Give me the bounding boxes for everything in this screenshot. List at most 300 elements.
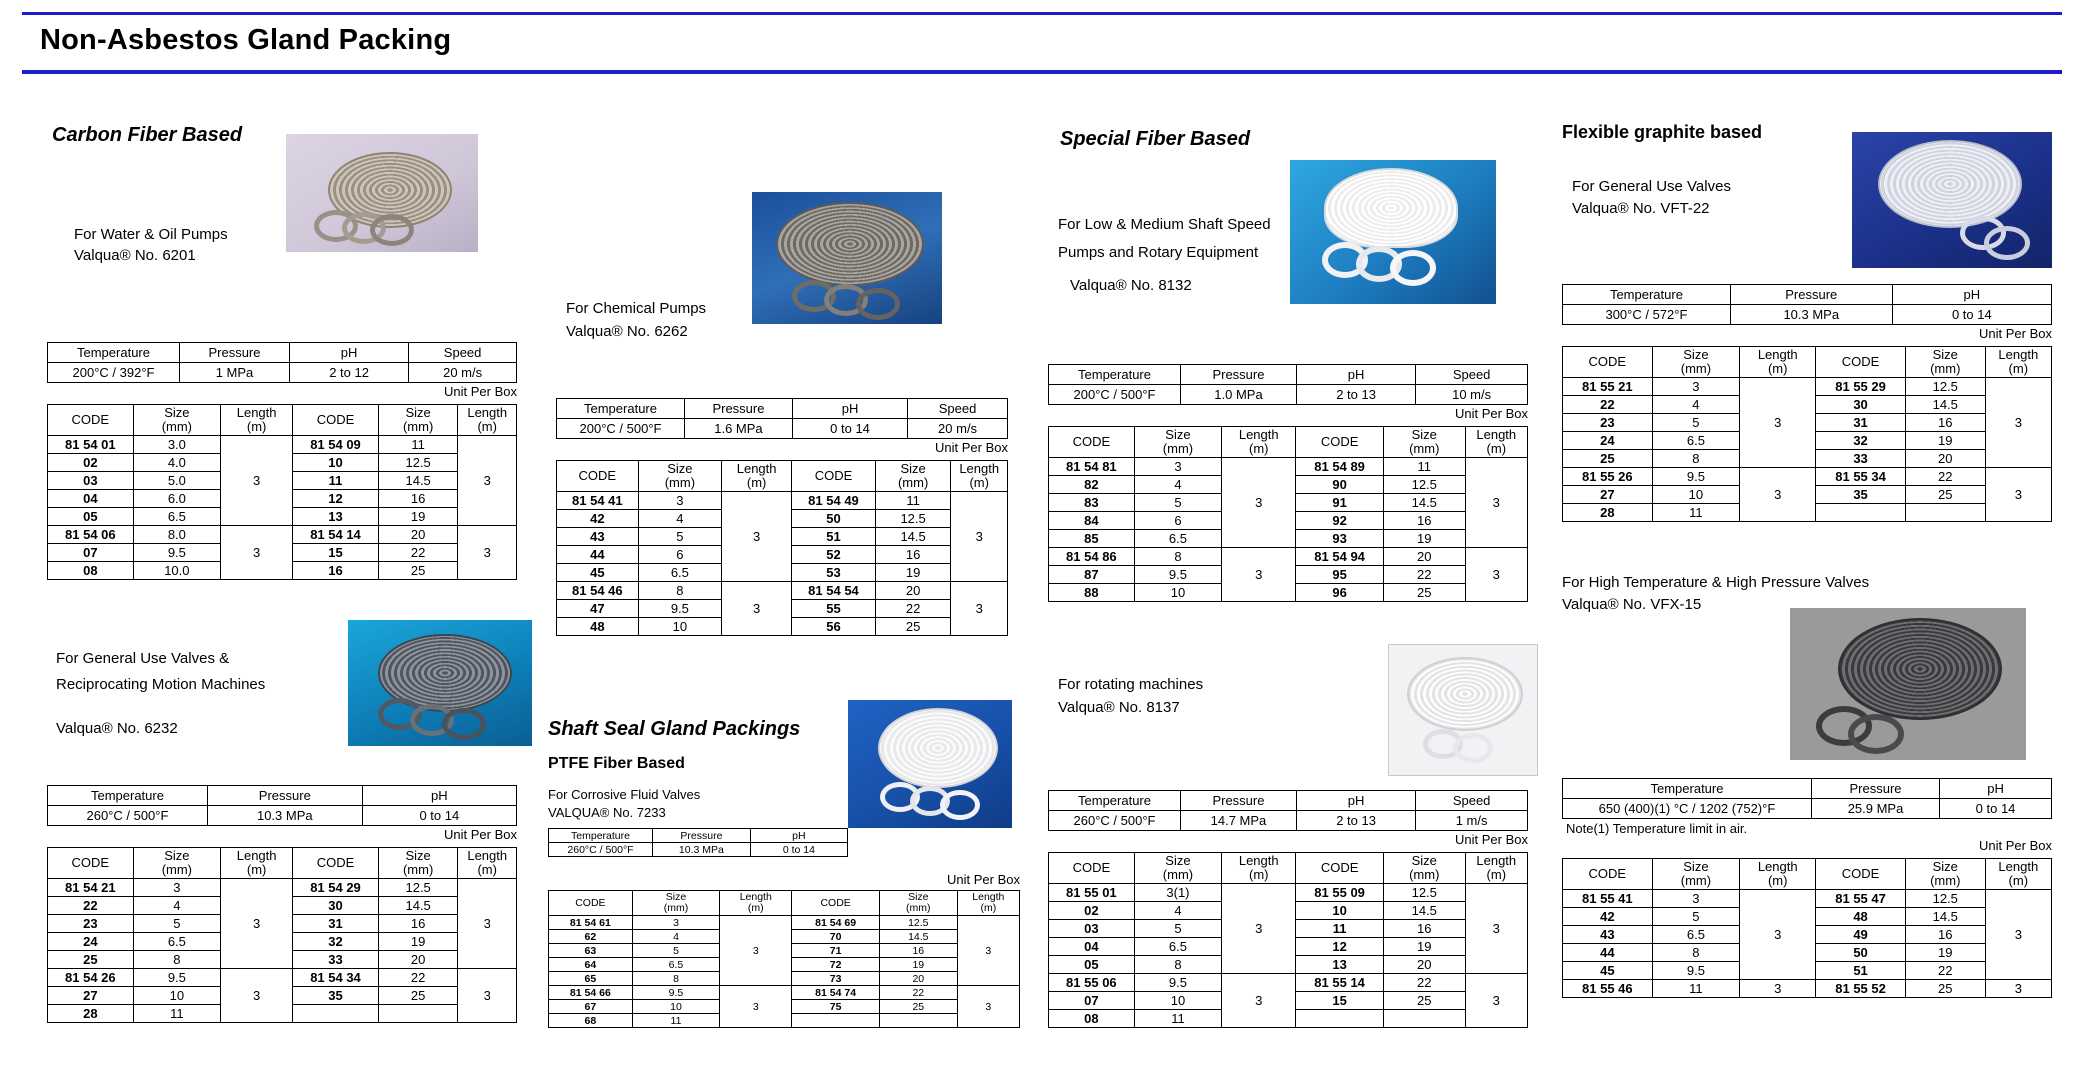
cell-code2: 33 — [293, 951, 379, 969]
th-length: Length (m) — [1740, 859, 1816, 890]
cell-size: 3(1) — [1134, 884, 1221, 902]
cell-length: 3 — [1222, 458, 1296, 548]
th-speed: Speed — [1416, 791, 1528, 811]
cell-size: 10 — [133, 987, 220, 1005]
cell-size2: 16 — [875, 546, 951, 564]
cell-size2: 25 — [1383, 992, 1465, 1010]
th-pressure: Pressure — [207, 786, 362, 806]
cell-code: 42 — [1563, 908, 1653, 926]
th-code-2: CODE — [293, 848, 379, 879]
cell-size: 9.5 — [632, 986, 720, 1000]
cell-code: 81 54 26 — [48, 969, 134, 987]
cell-code2: 90 — [1296, 476, 1384, 494]
cell-length: 3 — [1740, 468, 1816, 522]
th-code-2: CODE — [1816, 347, 1906, 378]
cell-code2: 71 — [792, 944, 880, 958]
page-title: Non-Asbestos Gland Packing — [40, 24, 452, 56]
cell-size2: 22 — [1905, 468, 1985, 486]
cell-code2: 91 — [1296, 494, 1384, 512]
cell-code2: 81 55 29 — [1816, 378, 1906, 396]
cell-length: 3 — [1740, 980, 1816, 998]
cell-code2: 31 — [293, 915, 379, 933]
code-table-7233 — [548, 890, 1020, 1028]
cell-size2: 16 — [1383, 920, 1465, 938]
cell-code: 43 — [557, 528, 639, 546]
table-row — [48, 526, 517, 544]
cell-code2: 93 — [1296, 530, 1384, 548]
cell-code: 24 — [1563, 432, 1653, 450]
cell-code2: 33 — [1816, 450, 1906, 468]
cell-size: 6.5 — [133, 933, 220, 951]
cell-code2: 12 — [293, 490, 379, 508]
cell-code2 — [293, 1005, 379, 1023]
props-table-8137 — [1048, 790, 1528, 831]
cell-length2: 3 — [1465, 458, 1527, 548]
unit-per-box-6262: Unit Per Box — [935, 440, 1008, 455]
code-table-6201 — [47, 404, 517, 580]
val-ph: 2 to 13 — [1296, 811, 1415, 831]
cell-size: 6.5 — [1652, 926, 1740, 944]
cell-size2: 19 — [1905, 944, 1985, 962]
cell-size: 5 — [1134, 494, 1221, 512]
cell-size2: 20 — [875, 582, 951, 600]
th-size-2: Size (mm) — [1905, 347, 1985, 378]
cell-size2: 22 — [879, 986, 957, 1000]
caption-8132-line2: Pumps and Rotary Equipment — [1058, 244, 1259, 261]
cell-code2: 70 — [792, 930, 880, 944]
th-length: Length (m) — [722, 461, 792, 492]
th-temperature: Temperature — [48, 786, 208, 806]
cell-size: 8 — [1134, 956, 1221, 974]
caption-6262-line2: Valqua® No. 6262 — [566, 323, 688, 340]
cell-size: 3.0 — [133, 436, 220, 454]
val-temperature: 200°C / 500°F — [1049, 385, 1181, 405]
cell-code: 81 55 06 — [1049, 974, 1135, 992]
th-ph: pH — [750, 829, 847, 843]
cell-code: 81 54 01 — [48, 436, 134, 454]
cell-code: 04 — [48, 490, 134, 508]
cell-code2: 81 54 29 — [293, 879, 379, 897]
cell-size: 6.5 — [1652, 432, 1740, 450]
caption-vfx15-line2: Valqua® No. VFX-15 — [1562, 596, 1702, 613]
cell-size2 — [1383, 1010, 1465, 1028]
th-code-2: CODE — [792, 461, 876, 492]
cell-code: 44 — [1563, 944, 1653, 962]
cell-size2: 25 — [1383, 584, 1465, 602]
cell-code: 03 — [1049, 920, 1135, 938]
cell-length: 3 — [221, 526, 293, 580]
cell-code2: 48 — [1816, 908, 1906, 926]
cell-size2: 14.5 — [1383, 494, 1465, 512]
caption-vft22-line1: For General Use Valves — [1572, 178, 1731, 195]
val-speed: 1 m/s — [1416, 811, 1528, 831]
cell-code2: 92 — [1296, 512, 1384, 530]
cell-size2: 19 — [879, 958, 957, 972]
val-ph: 0 to 14 — [1892, 305, 2051, 325]
cell-size2: 20 — [1383, 956, 1465, 974]
cell-size2: 16 — [879, 944, 957, 958]
cell-size2: 12.5 — [1383, 476, 1465, 494]
th-temperature: Temperature — [557, 399, 685, 419]
cell-size: 6.5 — [1134, 938, 1221, 956]
cell-code2 — [1816, 504, 1906, 522]
cell-code2: 10 — [1296, 902, 1384, 920]
cell-code: 47 — [557, 600, 639, 618]
cell-code2: 13 — [293, 508, 379, 526]
val-ph: 0 to 14 — [362, 806, 516, 826]
code-table-vfx15 — [1562, 858, 2052, 998]
cell-size2: 25 — [875, 618, 951, 636]
props-table-8132 — [1048, 364, 1528, 405]
cell-code: 81 54 66 — [549, 986, 633, 1000]
cell-code: 81 55 26 — [1563, 468, 1653, 486]
cell-size: 3 — [1134, 458, 1221, 476]
cell-code2: 32 — [1816, 432, 1906, 450]
th-size-2: Size (mm) — [1383, 853, 1465, 884]
cell-code2 — [792, 1014, 880, 1028]
table-row — [48, 969, 517, 987]
cell-code: 08 — [48, 562, 134, 580]
cell-size: 8 — [133, 951, 220, 969]
cell-size2: 12.5 — [875, 510, 951, 528]
cell-size2: 22 — [1383, 566, 1465, 584]
val-temperature: 200°C / 392°F — [48, 363, 180, 383]
table-row — [48, 436, 517, 454]
cell-code: 64 — [549, 958, 633, 972]
caption-8137-line2: Valqua® No. 8137 — [1058, 699, 1180, 716]
unit-per-box-6201: Unit Per Box — [444, 384, 517, 399]
th-speed: Speed — [409, 343, 517, 363]
val-speed: 20 m/s — [908, 419, 1008, 439]
th-code: CODE — [557, 461, 639, 492]
header-rule-bottom — [22, 70, 2062, 74]
val-temperature: 260°C / 500°F — [48, 806, 208, 826]
cell-code2: 81 55 34 — [1816, 468, 1906, 486]
val-pressure: 25.9 MPa — [1811, 799, 1939, 819]
cell-code2: 81 55 14 — [1296, 974, 1384, 992]
cell-length: 3 — [722, 582, 792, 636]
cell-code: 02 — [48, 454, 134, 472]
cell-size2: 12.5 — [1383, 884, 1465, 902]
cell-size: 3 — [1652, 890, 1740, 908]
cell-size2: 20 — [378, 951, 458, 969]
caption-8137-line1: For rotating machines — [1058, 676, 1204, 693]
th-code: CODE — [1049, 853, 1135, 884]
cell-code2: 81 54 69 — [792, 916, 880, 930]
cell-size2: 19 — [1383, 530, 1465, 548]
cell-size: 6 — [638, 546, 721, 564]
cell-code2: 95 — [1296, 566, 1384, 584]
th-length: Length (m) — [1222, 427, 1296, 458]
cell-code: 81 54 21 — [48, 879, 134, 897]
val-ph: 0 to 14 — [750, 843, 847, 857]
product-photo-6232 — [348, 620, 532, 746]
cell-size2: 22 — [378, 544, 458, 562]
cell-size: 11 — [133, 1005, 220, 1023]
th-length-2: Length (m) — [1985, 859, 2051, 890]
props-table-6232 — [47, 785, 517, 826]
cell-length2: 3 — [458, 436, 517, 526]
table-row — [549, 986, 1020, 1000]
cell-size: 4 — [638, 510, 721, 528]
cell-code: 08 — [1049, 1010, 1135, 1028]
cell-size2: 20 — [378, 526, 458, 544]
cell-size2: 19 — [378, 933, 458, 951]
th-size-2: Size (mm) — [1383, 427, 1465, 458]
cell-size: 8 — [638, 582, 721, 600]
cell-code: 81 54 46 — [557, 582, 639, 600]
th-length: Length (m) — [720, 891, 792, 916]
cell-size2: 14.5 — [378, 472, 458, 490]
cell-length: 3 — [1222, 884, 1296, 974]
unit-per-box-8137: Unit Per Box — [1455, 832, 1528, 847]
cell-size: 5 — [1652, 908, 1740, 926]
th-temperature: Temperature — [48, 343, 180, 363]
th-ph: pH — [362, 786, 516, 806]
cell-code: 81 54 61 — [549, 916, 633, 930]
cell-size: 8 — [1652, 450, 1740, 468]
cell-size2: 22 — [378, 969, 458, 987]
th-code: CODE — [1049, 427, 1135, 458]
th-ph: pH — [1940, 779, 2052, 799]
th-code: CODE — [1563, 859, 1653, 890]
cell-size: 8 — [1652, 944, 1740, 962]
val-pressure: 1.6 MPa — [684, 419, 792, 439]
cell-length2: 3 — [458, 526, 517, 580]
th-code: CODE — [48, 405, 134, 436]
cell-code: 04 — [1049, 938, 1135, 956]
cell-code: 63 — [549, 944, 633, 958]
cell-code2: 81 54 94 — [1296, 548, 1384, 566]
table-row — [1049, 974, 1528, 992]
props-table-6201 — [47, 342, 517, 383]
cell-code2: 53 — [792, 564, 876, 582]
cell-size2: 16 — [1905, 414, 1985, 432]
cell-code2: 30 — [293, 897, 379, 915]
cell-size2: 14.5 — [378, 897, 458, 915]
unit-per-box-7233: Unit Per Box — [947, 872, 1020, 887]
cell-size: 10 — [1134, 992, 1221, 1010]
caption-6232-line2: Reciprocating Motion Machines — [56, 676, 266, 693]
cell-code2: 81 55 47 — [1816, 890, 1906, 908]
cell-length: 3 — [221, 969, 293, 1023]
cell-size: 6.5 — [632, 958, 720, 972]
cell-code: 45 — [1563, 962, 1653, 980]
val-pressure: 10.3 MPa — [1730, 305, 1892, 325]
th-pressure: Pressure — [1181, 791, 1297, 811]
cell-code2: 50 — [1816, 944, 1906, 962]
val-temperature: 300°C / 572°F — [1563, 305, 1731, 325]
cell-length2: 3 — [951, 582, 1008, 636]
cell-length: 3 — [1740, 378, 1816, 468]
cell-size: 6.5 — [1134, 530, 1221, 548]
cell-size2: 12.5 — [879, 916, 957, 930]
cell-size: 8 — [1134, 548, 1221, 566]
th-size: Size (mm) — [632, 891, 720, 916]
cell-length2: 3 — [1985, 468, 2051, 522]
cell-code2: 12 — [1296, 938, 1384, 956]
cell-size2: 16 — [1905, 926, 1985, 944]
cell-size: 5 — [638, 528, 721, 546]
cell-size2: 14.5 — [1905, 396, 1985, 414]
cell-code: 43 — [1563, 926, 1653, 944]
cell-size: 6 — [1134, 512, 1221, 530]
cell-length: 3 — [1740, 890, 1816, 980]
cell-code: 81 55 01 — [1049, 884, 1135, 902]
cell-code2: 31 — [1816, 414, 1906, 432]
section-title-special: Special Fiber Based — [1060, 128, 1251, 150]
table-row — [549, 916, 1020, 930]
product-photo-6201 — [286, 134, 478, 252]
th-length: Length (m) — [1740, 347, 1816, 378]
table-row — [557, 492, 1008, 510]
cell-code2 — [1296, 1010, 1384, 1028]
table-row — [557, 582, 1008, 600]
th-code-2: CODE — [1816, 859, 1906, 890]
cell-size2: 20 — [1905, 450, 1985, 468]
val-pressure: 10.3 MPa — [653, 843, 751, 857]
section-title-shaft: Shaft Seal Gland Packings — [548, 718, 801, 740]
caption-6232-line1: For General Use Valves & — [56, 650, 230, 667]
th-size: Size (mm) — [1652, 859, 1740, 890]
cell-size2: 19 — [1905, 432, 1985, 450]
note-vfx15: Note(1) Temperature limit in air. — [1566, 821, 1748, 836]
cell-size2: 12.5 — [1905, 378, 1985, 396]
cell-size: 5 — [1134, 920, 1221, 938]
code-table-8132 — [1048, 426, 1528, 602]
caption-vft22-line2: Valqua® No. VFT-22 — [1572, 200, 1710, 217]
cell-code: 81 54 81 — [1049, 458, 1135, 476]
product-photo-vft22 — [1852, 132, 2052, 268]
unit-per-box-vfx15: Unit Per Box — [1979, 838, 2052, 853]
th-code: CODE — [48, 848, 134, 879]
th-length-2: Length (m) — [1465, 853, 1527, 884]
th-speed: Speed — [908, 399, 1008, 419]
cell-size: 10 — [1652, 486, 1740, 504]
cell-code: 27 — [48, 987, 134, 1005]
cell-size2: 12.5 — [1905, 890, 1985, 908]
cell-length2: 3 — [957, 916, 1019, 986]
th-size: Size (mm) — [1134, 427, 1221, 458]
cell-length2: 3 — [1465, 548, 1527, 602]
product-photo-8137 — [1388, 644, 1538, 776]
section-subtitle-shaft: PTFE Fiber Based — [548, 755, 685, 772]
cell-size2: 25 — [879, 1000, 957, 1014]
props-table-7233 — [548, 828, 848, 857]
cell-code2: 96 — [1296, 584, 1384, 602]
cell-size2: 19 — [1383, 938, 1465, 956]
cell-size: 11 — [1134, 1010, 1221, 1028]
cell-size2: 11 — [1383, 458, 1465, 476]
caption-8132-line3: Valqua® No. 8132 — [1070, 277, 1192, 294]
cell-code: 45 — [557, 564, 639, 582]
caption-6201-line2: Valqua® No. 6201 — [74, 247, 196, 264]
th-pressure: Pressure — [1730, 285, 1892, 305]
cell-size: 5 — [632, 944, 720, 958]
cell-length: 3 — [720, 916, 792, 986]
val-speed: 20 m/s — [409, 363, 517, 383]
cell-size: 3 — [632, 916, 720, 930]
section-title-graphite: Flexible graphite based — [1562, 122, 1763, 142]
cell-code2: 49 — [1816, 926, 1906, 944]
cell-length: 3 — [1222, 974, 1296, 1028]
cell-size: 11 — [1652, 980, 1740, 998]
cell-size2: 25 — [1905, 486, 1985, 504]
cell-code2: 35 — [293, 987, 379, 1005]
cell-code: 81 55 21 — [1563, 378, 1653, 396]
cell-code: 22 — [1563, 396, 1653, 414]
cell-length2: 3 — [1985, 980, 2051, 998]
cell-size: 10 — [632, 1000, 720, 1014]
th-pressure: Pressure — [1811, 779, 1939, 799]
cell-size2: 11 — [378, 436, 458, 454]
th-length-2: Length (m) — [1465, 427, 1527, 458]
cell-code2: 81 54 14 — [293, 526, 379, 544]
caption-vfx15-line1: For High Temperature & High Pressure Valves — [1562, 574, 1870, 591]
cell-size2: 11 — [875, 492, 951, 510]
cell-length2: 3 — [1985, 378, 2051, 468]
cell-size: 10 — [638, 618, 721, 636]
th-pressure: Pressure — [684, 399, 792, 419]
val-temperature: 650 (400)(1) °C / 1202 (752)°F — [1563, 799, 1812, 819]
cell-code2: 73 — [792, 972, 880, 986]
product-photo-7233 — [848, 700, 1012, 828]
cell-size: 10 — [1134, 584, 1221, 602]
cell-length2: 3 — [1465, 884, 1527, 974]
table-row — [1049, 458, 1528, 476]
cell-code2: 81 54 74 — [792, 986, 880, 1000]
cell-code2: 50 — [792, 510, 876, 528]
cell-code2: 81 55 09 — [1296, 884, 1384, 902]
product-photo-6262 — [752, 192, 942, 324]
unit-per-box-vft22: Unit Per Box — [1979, 326, 2052, 341]
cell-code: 82 — [1049, 476, 1135, 494]
cell-size2: 22 — [1383, 974, 1465, 992]
val-ph: 2 to 13 — [1296, 385, 1415, 405]
cell-size: 9.5 — [1652, 468, 1740, 486]
cell-code2: 81 54 09 — [293, 436, 379, 454]
th-size: Size (mm) — [1134, 853, 1221, 884]
cell-code: 67 — [549, 1000, 633, 1014]
th-pressure: Pressure — [653, 829, 751, 843]
cell-size2 — [378, 1005, 458, 1023]
cell-code2: 75 — [792, 1000, 880, 1014]
th-size-2: Size (mm) — [1905, 859, 1985, 890]
cell-code2: 81 54 54 — [792, 582, 876, 600]
cell-size2: 25 — [378, 987, 458, 1005]
props-table-6262 — [556, 398, 1008, 439]
cell-code: 03 — [48, 472, 134, 490]
cell-code: 22 — [48, 897, 134, 915]
cell-code2: 51 — [792, 528, 876, 546]
val-pressure: 14.7 MPa — [1181, 811, 1297, 831]
cell-size2: 12.5 — [378, 454, 458, 472]
cell-length2: 3 — [957, 986, 1019, 1028]
th-speed: Speed — [1416, 365, 1528, 385]
caption-6201-line1: For Water & Oil Pumps — [74, 226, 228, 243]
cell-length: 3 — [221, 879, 293, 969]
cell-size: 9.5 — [133, 544, 220, 562]
cell-code: 81 54 41 — [557, 492, 639, 510]
cell-size2: 16 — [1383, 512, 1465, 530]
th-size-2: Size (mm) — [378, 405, 458, 436]
cell-size: 4 — [133, 897, 220, 915]
cell-size2: 16 — [378, 490, 458, 508]
th-code: CODE — [1563, 347, 1653, 378]
th-code: CODE — [549, 891, 633, 916]
th-code-2: CODE — [293, 405, 379, 436]
th-size: Size (mm) — [1652, 347, 1740, 378]
